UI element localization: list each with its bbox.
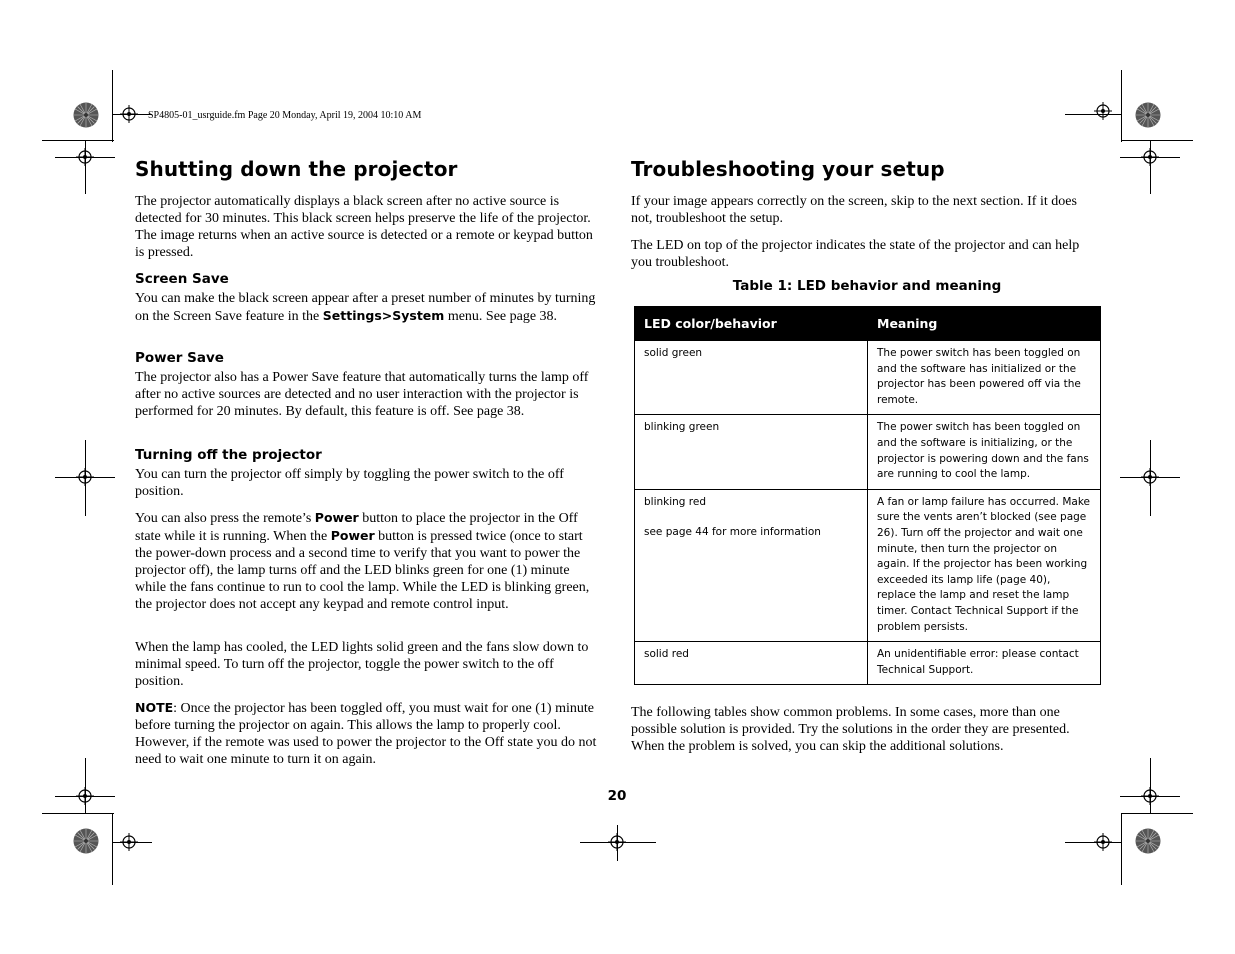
troubleshoot-paragraph-3: The following tables show common problems. In some cases, more than one possible solution is provided. Try the solutions in the order they are presented. When the problem is solved, you can skip the additional solutions. [631, 705, 1070, 754]
power-save-paragraph: The projector also has a Power Save feature that automatically turns the lamp off after no active sources are detected and no user interaction with the projector is performed for 20 minutes. By default, this feature is off. See page 38. [135, 370, 589, 419]
cell-meaning: The power switch has been toggled on and the software is initializing, or the projector is powering down and the fans are running to cool the lamp. [868, 415, 1101, 489]
cell-behavior: solid green [635, 341, 868, 415]
registration-crosshair-icon [1094, 102, 1112, 120]
cell-meaning: A fan or lamp failure has occurred. Make sure the vents aren’t blocked (see page 26). Turn off the projector and wait one minute, then turn the projector on again. If the projector has been working exceeded its lamp life (page 40), replace the lamp and reset the lamp timer. Contact Technical Support if the problem persists. [868, 489, 1101, 641]
registration-crosshair-icon [1141, 787, 1159, 805]
intro-paragraph: The projector automatically displays a black screen after no active source is detected for 30 minutes. This black screen helps preserve the life of the projector. The image returns when an active source is detected or a remote or keypad button is pressed. [135, 194, 593, 260]
note-text: : Once the projector has been toggled off, you must wait for one (1) minute before turning the projector on again. This allows the lamp to properly cool. However, if the remote was used to power the projector to the Off state you do not need to wait one minute to turn it on again. [135, 701, 597, 767]
column-header-meaning: Meaning [868, 307, 1101, 341]
p2-text-a: You can also press the remote’s [135, 511, 315, 526]
registration-rosette-icon [73, 828, 99, 854]
heading-power-save: Power Save [135, 350, 224, 366]
cell-behavior-extra: see page 44 for more information [644, 526, 821, 539]
table-row [635, 341, 1101, 415]
turning-off-paragraph-1: You can turn the projector off simply by toggling the power switch to the off position. [135, 467, 564, 499]
registration-crosshair-icon [76, 787, 94, 805]
table-caption: Table 1: LED behavior and meaning [732, 278, 1002, 294]
screen-save-text-a: You can make the black screen appear after a preset number of minutes by turning on the Screen Save feature in the [135, 291, 596, 324]
table-header-row [635, 307, 1101, 341]
page-number: 20 [607, 788, 627, 804]
led-behavior-table [634, 306, 1101, 685]
p2-text-c: button is pressed twice (once to start the power-down process and a second time to verify that you want to power the projector off), the lamp turns off and the LED blinks green for one (1) minute while the fans continue to run to cool the lamp. While the LED is blinking green, the projector does not accept any keypad and remote control input. [135, 529, 590, 612]
cell-meaning: An unidentifiable error: please contact Technical Support. [868, 642, 1101, 685]
section-title-troubleshooting: Troubleshooting your setup [631, 157, 945, 181]
turning-off-paragraph-3: When the lamp has cooled, the LED lights solid green and the fans slow down to minimal speed. To turn off the projector, toggle the power switch to the off position. [135, 640, 589, 689]
registration-rosette-icon [1135, 102, 1161, 128]
registration-crosshair-icon [1094, 833, 1112, 851]
registration-crosshair-icon [120, 833, 138, 851]
registration-crosshair-icon [120, 105, 138, 123]
column-header-behavior: LED color/behavior [635, 307, 868, 341]
registration-rosette-icon [73, 102, 99, 128]
cell-meaning: The power switch has been toggled on and the software has initialized or the projector has been powered off via the remote. [868, 341, 1101, 415]
file-slug: SP4805-01_usrguide.fm Page 20 Monday, April 19, 2004 10:10 AM [148, 110, 422, 121]
settings-system-menu-ref: Settings>System [322, 308, 445, 323]
registration-crosshair-icon [1141, 468, 1159, 486]
registration-crosshair-icon [1141, 148, 1159, 166]
troubleshoot-paragraph-2: The LED on top of the projector indicates the state of the projector and can help you troubleshoot. [631, 238, 1080, 270]
power-button-ref: Power [314, 510, 359, 525]
screen-save-paragraph [135, 290, 603, 325]
table-row [635, 415, 1101, 489]
turning-off-paragraph-2 [135, 509, 603, 613]
cell-behavior: blinking green [635, 415, 868, 489]
registration-rosette-icon [1135, 828, 1161, 854]
section-title-shutting-down: Shutting down the projector [135, 157, 458, 181]
table-row [635, 489, 1101, 641]
table-row [635, 642, 1101, 685]
heading-turning-off: Turning off the projector [135, 447, 322, 463]
heading-screen-save: Screen Save [135, 271, 229, 287]
power-button-ref: Power [330, 528, 375, 543]
cell-behavior: solid red [635, 642, 868, 685]
p2-text-b: button to place the projector in the Off state while it is running. When the [135, 511, 578, 544]
note-label: NOTE [135, 700, 174, 715]
note-paragraph [135, 699, 603, 768]
screen-save-text-b: menu. See page 38. [444, 309, 558, 324]
cell-behavior [635, 489, 868, 641]
registration-crosshair-icon [76, 148, 94, 166]
registration-crosshair-icon [608, 833, 626, 851]
troubleshoot-paragraph-1: If your image appears correctly on the screen, skip to the next section. If it does not, troubleshoot the setup. [631, 194, 1077, 226]
registration-crosshair-icon [76, 468, 94, 486]
cell-behavior-label: blinking red [644, 495, 707, 508]
